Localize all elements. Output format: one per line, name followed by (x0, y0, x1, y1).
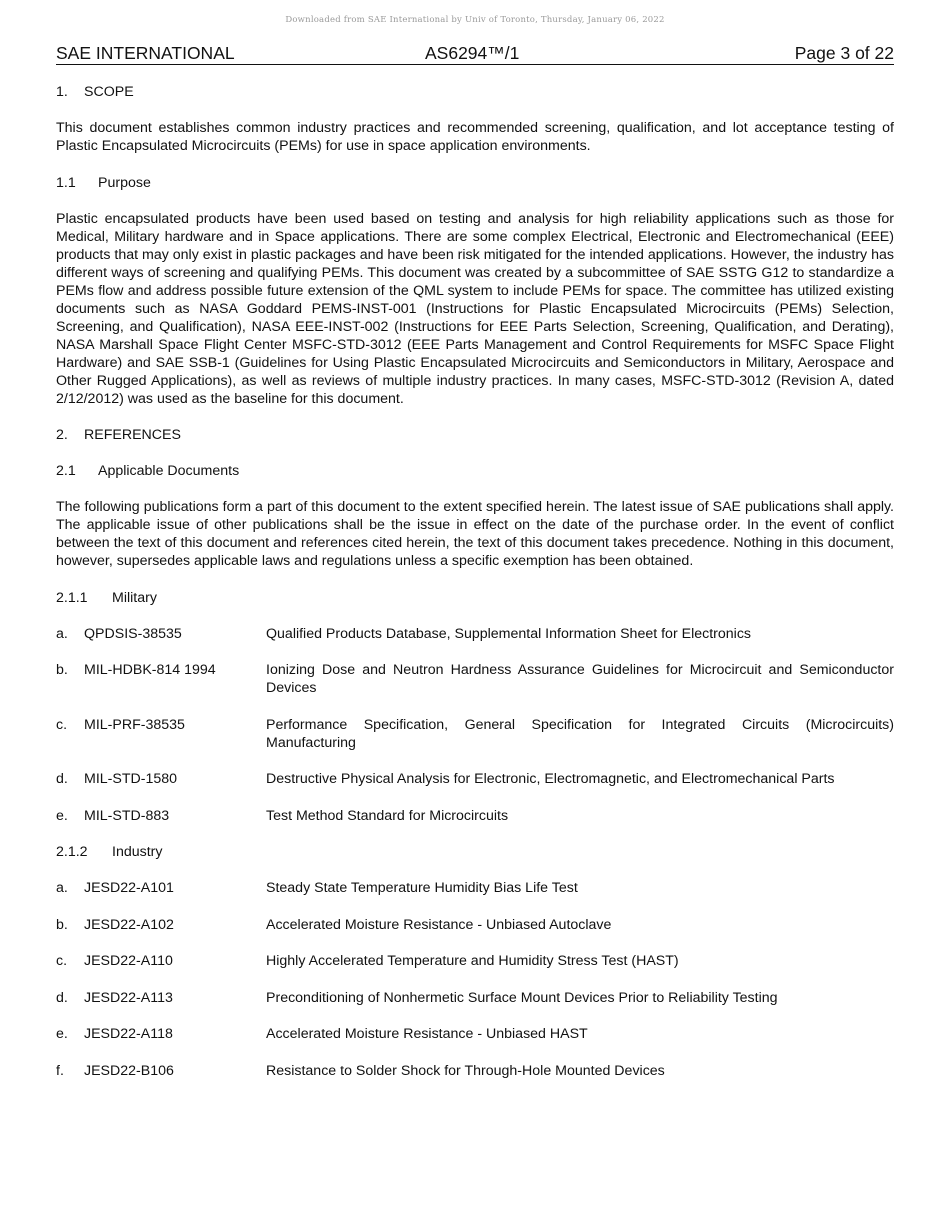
reference-code: JESD22-A110 (84, 953, 173, 969)
reference-letter: a. (56, 625, 68, 642)
reference-item (56, 1025, 894, 1043)
reference-code: MIL-STD-883 (84, 807, 170, 824)
organization-name: SAE INTERNATIONAL (56, 43, 235, 63)
section-heading-references (56, 426, 894, 444)
reference-code: JESD22-A101 (84, 880, 174, 896)
reference-description: Destructive Physical Analysis for Electronic, Electromagnetic, and Electromechanical Parts (266, 771, 835, 787)
reference-letter: c. (56, 953, 68, 969)
section-heading-purpose (56, 174, 894, 192)
section-title: Purpose (98, 174, 151, 191)
reference-letter: e. (56, 807, 68, 824)
reference-code: JESD22-A118 (84, 1026, 173, 1042)
reference-description: Highly Accelerated Temperature and Humidity Stress Test (HAST) (266, 953, 679, 969)
reference-item (56, 625, 894, 643)
reference-description: Performance Specification, General Specification for Integrated Circuits (Microcircuits) Manufacturing (266, 716, 894, 751)
reference-letter: e. (56, 1026, 68, 1042)
reference-item (56, 807, 894, 825)
reference-item (56, 770, 894, 788)
reference-description: Accelerated Moisture Resistance - Unbiased Autoclave (266, 916, 612, 933)
section-title: REFERENCES (84, 427, 181, 443)
reference-letter: f. (56, 1062, 64, 1079)
page-header (56, 43, 894, 65)
reference-letter: c. (56, 716, 68, 733)
section-title: SCOPE (84, 84, 134, 100)
section-heading-industry (56, 843, 894, 861)
download-watermark: Downloaded from SAE International by Univ of Toronto, Thursday, January 06, 2022 (285, 15, 665, 25)
section-number: 2.1.2 (56, 844, 88, 860)
reference-item (56, 952, 894, 970)
reference-code: JESD22-A113 (84, 989, 173, 1006)
reference-code: MIL-HDBK-814 1994 (84, 662, 216, 678)
reference-letter: d. (56, 989, 68, 1006)
section-heading-military (56, 589, 894, 607)
reference-description: Test Method Standard for Microcircuits (266, 807, 509, 824)
reference-code: JESD22-A102 (84, 916, 174, 933)
reference-code: MIL-STD-1580 (84, 771, 178, 787)
document-body (56, 83, 894, 1098)
reference-code: QPDSIS-38535 (84, 625, 182, 642)
scope-paragraph: This document establishes common industry practices and recommended screening, qualification, and lot acceptance testing of Plastic Encapsulated Microcircuits (PEMs) for use in space application environments. (56, 120, 894, 154)
page-number: Page 3 of 22 (794, 43, 894, 63)
reference-code: JESD22-B106 (84, 1062, 174, 1079)
reference-code: MIL-PRF-38535 (84, 716, 185, 733)
section-title: Military (112, 589, 157, 606)
reference-letter: d. (56, 771, 68, 787)
section-number: 2.1 (56, 463, 76, 479)
section-title: Industry (112, 844, 163, 860)
reference-item (56, 879, 894, 897)
reference-description: Ionizing Dose and Neutron Hardness Assurance Guidelines for Microcircuit and Semiconductor Devices (266, 662, 894, 696)
section-number: 1.1 (56, 174, 76, 191)
reference-description: Resistance to Solder Shock for Through-Hole Mounted Devices (266, 1062, 665, 1079)
document-id: AS6294™/1 (425, 43, 520, 63)
reference-item (56, 1062, 894, 1080)
reference-item (56, 989, 894, 1007)
reference-description: Qualified Products Database, Supplemental Information Sheet for Electronics (266, 625, 752, 642)
reference-item (56, 716, 894, 752)
applicable-documents-paragraph: The following publications form a part of this document to the extent specified herein. The latest issue of SAE publications shall apply. The applicable issue of other publications shall be the issue in effect on the date of the purchase order. In the event of conflict between the text of this document and references cited herein, the text of this document takes precedence. Nothing in this document, however, supersedes applicable laws and regulations unless a specific exemption has been obtained. (56, 499, 894, 569)
reference-letter: b. (56, 662, 68, 678)
section-number: 2.1.1 (56, 589, 88, 606)
reference-item (56, 661, 894, 697)
section-heading-scope (56, 83, 894, 101)
reference-description: Accelerated Moisture Resistance - Unbiased HAST (266, 1026, 588, 1042)
reference-description: Steady State Temperature Humidity Bias Life Test (266, 880, 578, 896)
section-title: Applicable Documents (98, 463, 240, 479)
purpose-paragraph: Plastic encapsulated products have been used based on testing and analysis for high reliability applications such as those for Medical, Military hardware and in Space applications. There are some complex Electrical, Electronic and Electromechanical (EEE) products that may only exist in plastic packages and have been risk mitigated for the intended applications. However, the industry has different ways of screening and qualifying PEMs. This document was created by a subcommittee of SAE SSTG G12 to standardize a PEMs flow and address possible future extension of the QML system to include PEMs for space. The committee has utilized existing documents such as NASA Goddard PEMS-INST-001 (Instructions for Plastic Encapsulated Microcircuits (PEMs) Selection, Screening, and Qualification), NASA EEE-INST-002 (Instructions for EEE Parts Selection, Screening, Qualification, and Derating), NASA Marshall Space Flight Center MSFC-STD-3012 (EEE Parts Management and Control Requirements for MSFC Space Flight Hardware) and SAE SSB-1 (Guidelines for Using Plastic Encapsulated Microcircuits and Semiconductors in Military, Aerospace and Other Rugged Applications), as well as reviews of multiple industry practices. In many cases, MSFC-STD-3012 (Revision A, dated 2/12/2012) was used as the baseline for this document. (56, 210, 894, 407)
reference-letter: b. (56, 916, 68, 933)
military-reference-list (56, 625, 894, 825)
industry-reference-list (56, 879, 894, 1080)
section-heading-applicable-documents (56, 462, 894, 480)
reference-item (56, 916, 894, 934)
reference-description: Preconditioning of Nonhermetic Surface Mount Devices Prior to Reliability Testing (266, 989, 778, 1006)
section-number: 1. (56, 84, 68, 100)
reference-letter: a. (56, 880, 68, 896)
section-number: 2. (56, 427, 68, 443)
